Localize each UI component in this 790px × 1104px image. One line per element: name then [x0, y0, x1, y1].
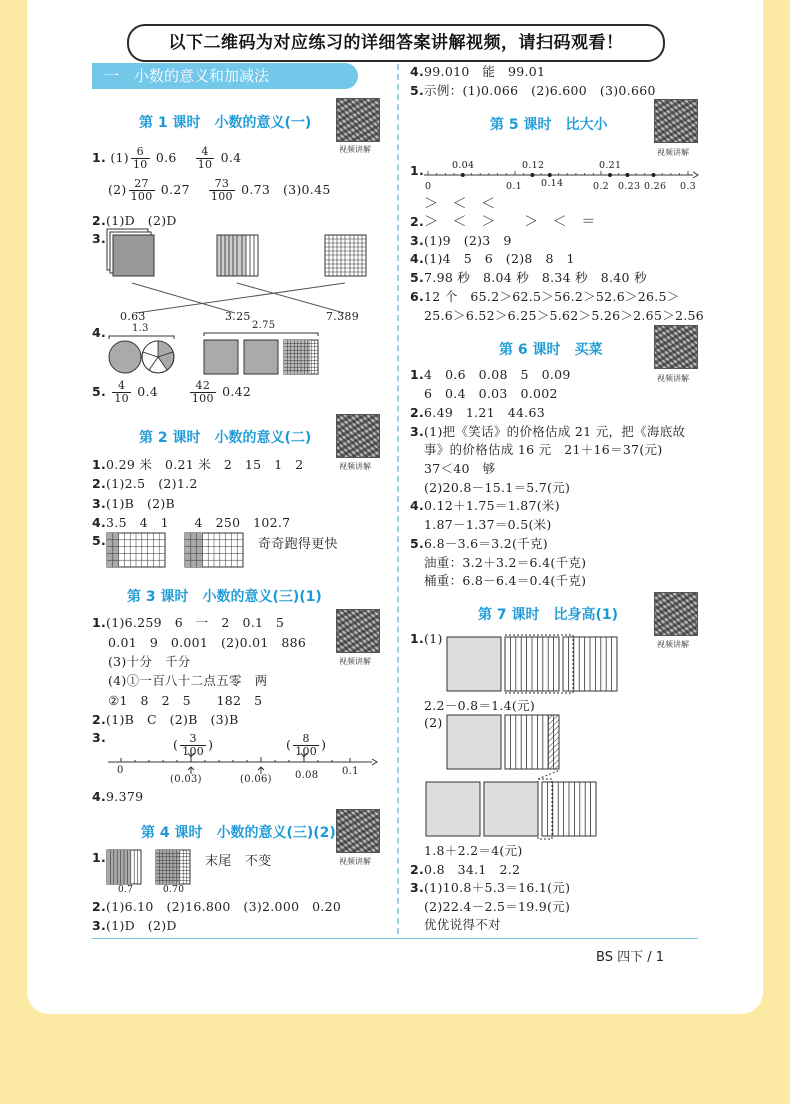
r-l6-q3-c: 37＜40 够: [424, 461, 496, 476]
q-number: 1.: [410, 163, 425, 178]
nl-tick-1: (0.03): [170, 774, 202, 785]
r-l6-q1: [410, 365, 571, 383]
answer: 12 个 65.2＞62.5＞56.2＞52.6＞26.5＞: [424, 289, 680, 304]
answer: 4 0.6 0.08 5 0.09: [424, 367, 571, 382]
q-number: 1.: [410, 631, 425, 646]
q-number: 5.: [410, 536, 425, 551]
answer: 0.73 (3)0.45: [241, 182, 331, 197]
l3-q1-c: (3)十分 千分: [108, 654, 191, 669]
r-l7-q1-d: 1.8＋2.2＝4(元): [424, 843, 523, 858]
q-number: 6.: [410, 289, 425, 304]
r-l6-q4-b: 1.87－1.37＝0.5(米): [424, 517, 552, 532]
q-number: 4.: [92, 789, 107, 804]
answer: 0.4: [137, 384, 158, 399]
q3-value-3: 7.389: [326, 310, 359, 323]
answer: 示例：(1)0.066 (2)6.600 (3)0.660: [424, 83, 656, 98]
lesson-5-title: 第 5 课时 比大小: [490, 117, 608, 133]
nl-label-021: 0.21: [599, 160, 622, 171]
qr-label: 视频讲解: [339, 657, 371, 666]
qr-label: 视频讲解: [339, 145, 371, 154]
answer: (1)D (2)D: [106, 213, 177, 228]
answer: 6.8－3.6＝3.2(千克): [424, 536, 548, 551]
answer: 0.8 34.1 2.2: [424, 862, 521, 877]
fraction-num: 73: [209, 178, 235, 191]
r-l5-q5: [410, 268, 647, 286]
nl-label-012: 0.12: [522, 160, 545, 171]
answer: 0.27: [160, 182, 190, 197]
fraction-den: 10: [197, 158, 213, 171]
q-number: 4.: [92, 515, 107, 530]
r-l7-q3: [410, 878, 570, 896]
l2-q5-answer: 奇奇跑得更快: [258, 537, 338, 552]
nl-tick-2: (0.06): [240, 774, 272, 785]
q-number: 3.: [92, 730, 107, 745]
r-l6-q5-b: 油重：3.2＋3.2＝6.4(千克): [424, 555, 587, 570]
tick-value: 0.06: [244, 774, 268, 785]
nl-label-004: 0.04: [452, 160, 475, 171]
answer: (1)9 (2)3 9: [424, 233, 512, 248]
answer: 9.379: [106, 789, 144, 804]
nl-tick-0: 0: [117, 765, 124, 776]
answer: 3.5 4 1 4 250 102.7: [106, 515, 291, 530]
l4-grid-label-1: 0.7: [118, 885, 134, 895]
qr-label: 视频讲解: [657, 640, 689, 649]
fraction-num: 4: [196, 146, 215, 159]
q-number: 5.: [92, 384, 107, 399]
q-number: 4.: [410, 251, 425, 266]
q-number: 5.: [410, 83, 425, 98]
answer: (1): [424, 631, 443, 646]
lesson-2-title: 第 2 课时 小数的意义(二): [139, 430, 312, 446]
l7-bars-2: [447, 715, 559, 769]
lesson-3-title: 第 3 课时 小数的意义(三)(1): [127, 589, 322, 605]
lesson-7-title: 第 7 课时 比身高(1): [478, 607, 619, 623]
q-number: 1.: [92, 850, 107, 865]
fraction-den: 100: [191, 392, 214, 405]
lesson-6-title: 第 6 课时 买菜: [499, 342, 603, 358]
answer: (1)B (2)B: [106, 496, 176, 511]
answer: (1): [110, 150, 129, 165]
r-l6-q5-c: 桶重：6.8－6.4＝0.4(千克): [424, 573, 587, 588]
qr-label: 视频讲解: [339, 462, 371, 471]
answer: (1)10.8＋5.3＝16.1(元): [424, 880, 571, 895]
fraction-num: 27: [129, 178, 155, 191]
q-number: 2.: [410, 862, 425, 877]
answer: (1)6.259 6 一 2 0.1 5: [106, 615, 285, 630]
lesson-1-title: 第 1 课时 小数的意义(一): [139, 115, 312, 131]
q-number: 2.: [92, 476, 107, 491]
q-number: 2.: [410, 214, 425, 229]
r-l6-q2: [410, 403, 545, 421]
answer: 99.010 能 99.01: [424, 64, 546, 79]
answer: (1)把《笑话》的价格估成 21 元，把《海底故: [424, 424, 686, 439]
nl-label-023: 0.23: [618, 181, 641, 192]
q-number: 5.: [92, 533, 107, 548]
qr-code-lesson-7[interactable]: [654, 592, 698, 636]
answer: (2): [108, 182, 127, 197]
l7-bars-3: [426, 770, 596, 839]
q-number: 3.: [410, 424, 425, 439]
nl-label-01: 0.1: [506, 181, 523, 192]
answer: 0.29 米 0.21 米 2 15 1 2: [106, 457, 304, 472]
fraction-num: 4: [112, 380, 131, 393]
q3-value-2: 3.25: [225, 310, 251, 323]
fraction-num: 6: [131, 146, 150, 159]
r-l6-q5: [410, 534, 548, 552]
answer: ＞ ＜ ＞ ＞ ＜ ＝: [424, 214, 596, 230]
l3-q1-b: 0.01 9 0.001 (2)0.01 886: [108, 635, 307, 650]
fraction-den: 100: [295, 745, 318, 758]
q-number: 4.: [92, 325, 107, 340]
q4-value-1: 1.3: [132, 323, 149, 334]
fraction-den: 100: [130, 190, 153, 203]
answer: (1)2.5 (2)1.2: [106, 476, 198, 491]
q-number: 5.: [410, 270, 425, 285]
nl-label-0: 0: [425, 181, 432, 192]
q-number: 2.: [92, 899, 107, 914]
answer: 0.12＋1.75＝1.87(米): [424, 498, 560, 513]
l4-grid-label-2: 0.70: [163, 885, 185, 895]
q-number: 1.: [92, 457, 107, 472]
r-l7-q3-c: 优优说得不对: [424, 917, 501, 932]
nl-frac-2: ( $\frac{8}{100}$ ): [286, 732, 327, 758]
nl-label-02: 0.2: [593, 181, 610, 192]
r-l7-q2: [410, 860, 520, 878]
page-footer: BS 四下 / 1: [596, 950, 664, 965]
qr-code-lesson-6[interactable]: [654, 325, 698, 369]
answer: 0.4: [220, 150, 242, 165]
nl-label-026: 0.26: [644, 181, 667, 192]
qr-label: 视频讲解: [657, 374, 689, 383]
qr-label: 视频讲解: [339, 857, 371, 866]
r-l6-q3-d: (2)20.8－15.1＝5.7(元): [424, 480, 571, 495]
r-l7-q1-b: 2.2－0.8＝1.4(元): [424, 698, 536, 713]
r-l7-q3-b: (2)22.4－2.5＝19.9(元): [424, 899, 571, 914]
q3-value-1: 0.63: [120, 310, 146, 323]
q-number: 2.: [92, 213, 107, 228]
l4-q1-answer: 末尾 不变: [205, 854, 272, 869]
answer: 6.49 1.21 44.63: [424, 405, 545, 420]
answer: 0.42: [222, 384, 252, 399]
q-number: 3.: [410, 880, 425, 895]
r-l5-q2: [410, 211, 596, 231]
fraction-den: 10: [132, 158, 148, 171]
l5-number-line: [424, 171, 698, 178]
r-l6-q4: [410, 496, 560, 514]
qr-banner: 以下二维码为对应练习的详细答案讲解视频，请扫码观看！: [127, 24, 665, 62]
fraction-num: 42: [190, 380, 216, 393]
r-l6-q1-b: 6 0.4 0.03 0.002: [424, 386, 558, 401]
footer-rule: [92, 938, 698, 939]
fraction-den: 10: [114, 392, 129, 405]
answer: 7.98 秒 8.04 秒 8.34 秒 8.40 秒: [424, 270, 647, 285]
fraction-den: 100: [210, 190, 233, 203]
r-l7-q1: [410, 631, 443, 646]
q-number: 1.: [92, 615, 107, 630]
qr-label: 视频讲解: [657, 148, 689, 157]
r-l5-q6: [410, 287, 680, 305]
answer: (1)B C (2)B (3)B: [106, 712, 239, 727]
nl-label-03: 0.3: [680, 181, 697, 192]
nl-frac-1: ( $\frac{3}{100}$ ): [173, 732, 214, 758]
r-l5-q3: [410, 231, 512, 249]
answer: (1)D (2)D: [106, 918, 177, 933]
answer: (1)4 5 6 (2)8 8 1: [424, 251, 575, 266]
q-number: 1.: [410, 367, 425, 382]
fraction-den: 100: [182, 745, 205, 758]
nl-tick-4: 0.1: [342, 766, 359, 777]
q-number: 3.: [410, 233, 425, 248]
fraction-num: 3: [180, 733, 206, 746]
l3-q1-e: ②1 8 2 5 182 5: [108, 693, 263, 708]
tick-value: 0.03: [174, 774, 198, 785]
q4-value-2: 2.75: [252, 320, 276, 331]
q-number: 3.: [92, 496, 107, 511]
nl-label-014: 0.14: [541, 178, 564, 189]
r-l5-q6-b: 25.6＞6.52＞6.25＞5.62＞5.26＞2.65＞2.56: [424, 308, 705, 323]
answer: (1)6.10 (2)16.800 (3)2.000 0.20: [106, 899, 342, 914]
r-l6-q3-b: 事》的价格估成 16 元 21＋16＝37(元): [424, 442, 663, 457]
q-number: 2.: [410, 405, 425, 420]
r-l5-q4: [410, 249, 575, 267]
l3-q1-d: (4)①一百八十二点五零 两: [108, 673, 268, 688]
r-l5-q1-answer: ＞ ＜ ＜: [424, 196, 496, 212]
r-l7-q1-c: (2): [424, 715, 443, 730]
q-number: 4.: [410, 64, 425, 79]
q-number: 3.: [92, 918, 107, 933]
l7-bars-1: [447, 635, 617, 693]
lesson-4-title: 第 4 课时 小数的意义(三)(2): [141, 825, 336, 841]
q-number: 4.: [410, 498, 425, 513]
q-number: 2.: [92, 712, 107, 727]
fraction-num: 8: [293, 733, 319, 746]
q-number: 3.: [92, 231, 107, 246]
r-l6-q3: [410, 422, 685, 440]
q-number: 1.: [92, 150, 107, 165]
nl-tick-3: 0.08: [295, 770, 319, 781]
answer: 0.6: [155, 150, 177, 165]
unit-title: 一 小数的意义和加减法: [92, 63, 358, 89]
